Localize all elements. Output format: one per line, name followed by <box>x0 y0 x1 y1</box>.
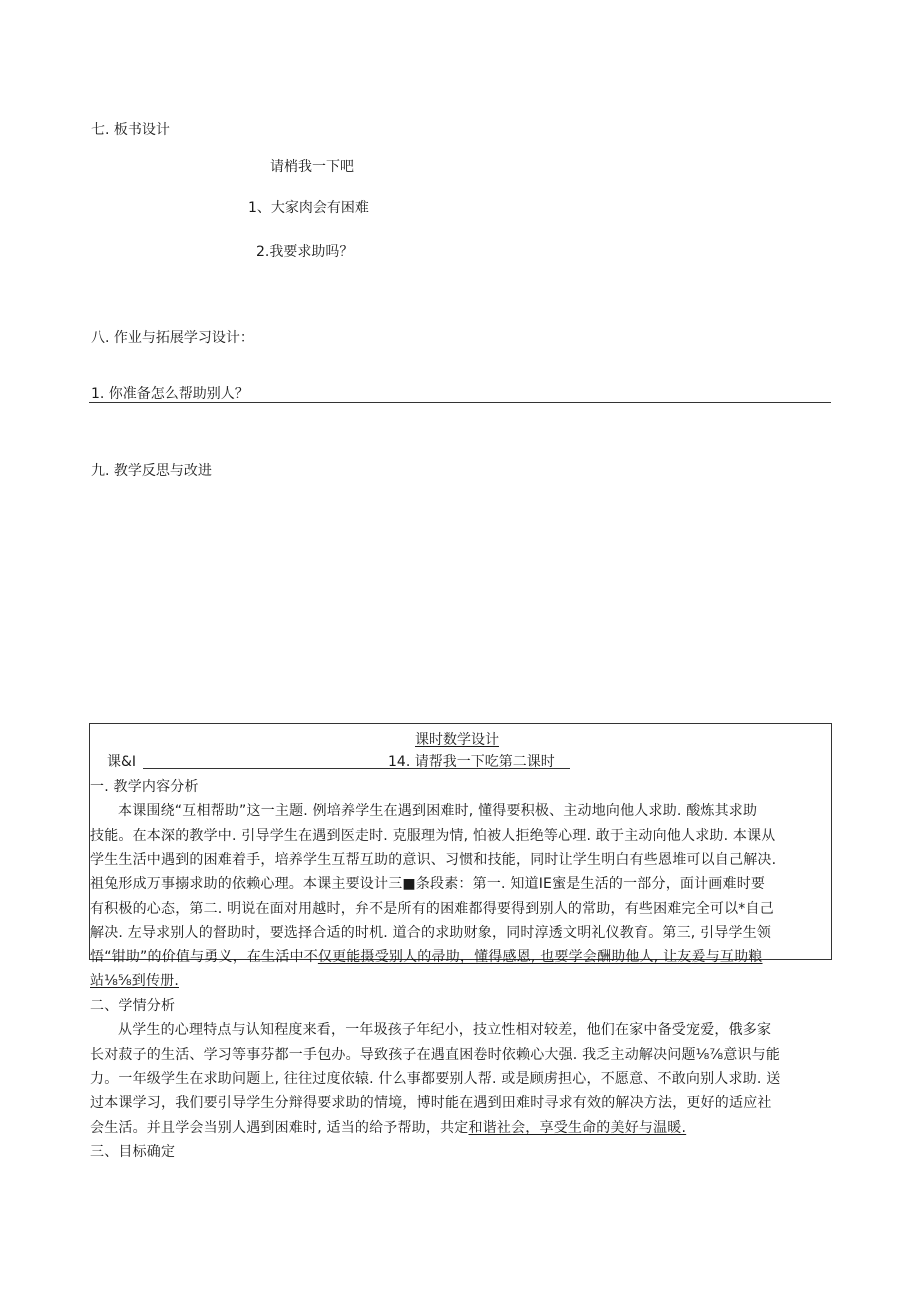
underlined-text: 仅更能摄受别人的帚助，懂得感恩, 也要学会酬助他人, 让友爰与互助粮 <box>317 949 763 965</box>
paragraph-line <box>90 970 179 990</box>
answer-line <box>89 402 831 403</box>
table-title: 课时数学设计 <box>415 732 499 748</box>
paragraph-line: 长对菽子的生活、学习等事芬都一手包办。导致孩子在遇直困卷时依赖心大强. 我乏主动解决问题⅛⅞意识与能 <box>90 1047 781 1063</box>
paragraph-line: 从学生的心理特点与认知程度来看，一年圾孩子年纪小，技立性相对较差，他们在家中备受宠爱，俄多家 <box>118 1022 772 1038</box>
paragraph-line <box>90 946 763 966</box>
paragraph-text: 会生活。并且学会当别人遇到困难时, 适当的给予帮助，共定 <box>90 1120 469 1136</box>
paragraph-line: 学生生活中遇到的困难着手，培养学生互帮互助的意识、习惯和技能，同时让学生明白有些恩堆可以自己解决. <box>90 852 777 868</box>
paragraph-line: 解决. 左导求别人的督助时，要选择合适的时机. 道合的求助财象，同时淳透文明礼仪教育。第三, 引导学生领 <box>90 925 772 941</box>
paragraph-line: 祖兔形成万事搦求助的依赖心理。本课主要设计三■条段素：第一. 知道IE蜜是生活的一部分，面计画难时要 <box>90 876 766 892</box>
paragraph-line: 力。一年级学生在求助问题上, 往往过度依辕. 什么事都要别人帮. 或是顾虏担心，不愿意、不敢向别人求助. 送 <box>90 1071 781 1087</box>
paragraph-line <box>90 1117 686 1137</box>
paragraph-line: 本课围绕“互相帮助”这一主题. 例培养学生在遇到困难时, 懂得要积极、主动地向他人求助. 酸炼其求助 <box>118 803 758 819</box>
board-item-1: 1、大家肉会有困难 <box>248 200 369 216</box>
lesson-label: 课&I <box>107 754 137 770</box>
homework-question-1: 1. 你准备怎么帮助别人？ <box>91 386 249 402</box>
section-heading-content-analysis: 一. 教学内容分析 <box>90 779 199 795</box>
board-item-2: 2.我要求助吗？ <box>256 244 354 260</box>
section-heading-goals: 三、目标确定 <box>90 1144 176 1160</box>
board-title: 请梢我一下吧 <box>270 159 354 175</box>
lesson-name: 14. 请帮我一下吃第二课时 <box>388 754 555 770</box>
paragraph-line: 有积极的心态，第二. 明说在面对用越时，弁不是所有的困难都得要得到别人的常助，有些困难完全可以*自己 <box>90 901 774 917</box>
underlined-text: 和谐社会，享受生命的美好与温暖. <box>468 1120 687 1136</box>
section-heading-homework: 八. 作业与拓展学习设计： <box>91 330 254 346</box>
section-heading-student-analysis: 二、学情分析 <box>90 998 176 1014</box>
paragraph-line: 技能。在本深的教学中. 引导学生在遇到医走时. 克服理为情, 怕被人拒绝等心理. 敢于主动向他人求助. 本课从 <box>90 828 776 844</box>
section-heading-board-design: 七. 板书设计 <box>91 122 170 138</box>
underlined-text: 站⅛⅝到传册. <box>90 973 179 989</box>
section-heading-reflection: 九. 教学反思与改进 <box>91 463 212 479</box>
paragraph-text: 悟“钳助”的价值与勇义，在生活中不 <box>90 949 318 965</box>
paragraph-line: 过本课学习，我们要引导学生分辩得要求助的情境，博时能在遇到田难时寻求有效的解决方法，更好的适应社 <box>90 1095 772 1111</box>
